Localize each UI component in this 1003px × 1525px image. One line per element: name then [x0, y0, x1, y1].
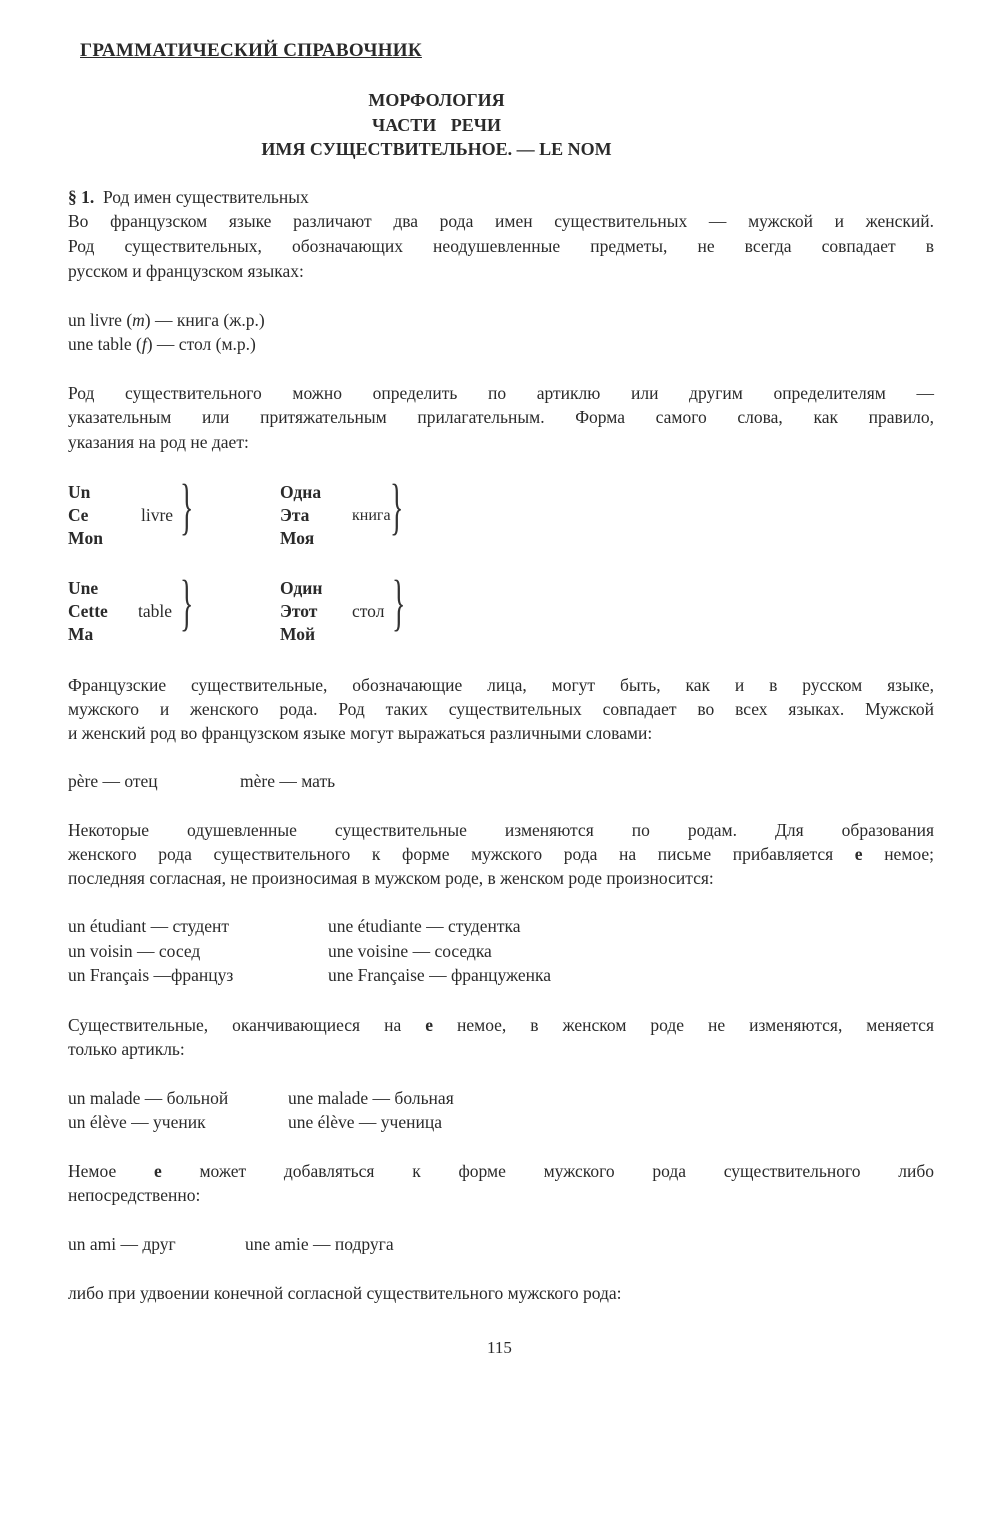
example-line: une amie — подруга — [245, 1234, 394, 1254]
heading-morphology: МОРФОЛОГИЯ — [368, 90, 505, 110]
example-line: un Français —француз — [68, 965, 234, 985]
section-number: § 1. — [68, 187, 95, 207]
ru-determiner: Моя — [280, 528, 315, 548]
paragraph-line: Род существительного можно определить по артиклю или другим определителям — — [68, 383, 934, 403]
example-line: père — отец — [68, 771, 158, 791]
example-line: un étudiant — студент — [68, 916, 230, 936]
example-line: une étudiante — студентка — [328, 916, 521, 936]
paragraph-line: указания на род не дает: — [68, 432, 249, 452]
page-header: ГРАММАТИЧЕСКИЙ СПРАВОЧНИК — [80, 40, 422, 61]
ru-determiner: Одна — [280, 482, 322, 502]
right-brace: } — [392, 569, 406, 637]
right-brace: } — [180, 569, 194, 637]
heading-noun: ИМЯ СУЩЕСТВИТЕЛЬНОЕ. — LE NOM — [261, 139, 612, 159]
example-line: un ami — друг — [68, 1234, 176, 1254]
paragraph-line: и женский род во французском языке могут выражаться различными словами: — [68, 723, 653, 743]
fr-determiner: Cette — [68, 601, 108, 621]
example-line: une table (f) — стол (м.р.) — [68, 334, 256, 354]
ru-determiner: Один — [280, 578, 323, 598]
ru-noun: книга — [352, 507, 391, 524]
fr-determiner: Une — [68, 578, 99, 598]
paragraph-line: Во французском языке различают два рода имен существительных — мужской и женский. — [68, 211, 934, 231]
example-line: une Française — француженка — [328, 965, 552, 985]
paragraph-line: только артикль: — [68, 1039, 185, 1059]
right-brace: } — [180, 473, 194, 541]
fr-determiner: Ce — [68, 505, 89, 525]
ru-determiner: Мой — [280, 624, 316, 644]
example-line: une voisine — соседка — [328, 941, 492, 961]
fr-noun: table — [138, 601, 173, 621]
ru-determiner: Эта — [280, 505, 310, 525]
paragraph-line: Существительные, оканчивающиеся на e немое, в женском роде не изменяются, меняется — [68, 1015, 935, 1035]
example-line: une malade — больная — [288, 1088, 454, 1108]
paragraph-line: указательным или притяжательным прилагательным. Форма самого слова, как правило, — [68, 407, 934, 427]
paragraph-line: Французские существительные, обозначающие лица, могут быть, как и в русском языке, — [68, 675, 934, 695]
section-title-text: Род имен существительных — [103, 187, 309, 207]
paragraph-line: мужского и женского рода. Род таких существительных совпадает во всех языках. Мужской — [68, 699, 934, 719]
heading-parts-of-speech: ЧАСТИ РЕЧИ — [371, 115, 502, 135]
paragraph-line: либо при удвоении конечной согласной существительного мужского рода: — [68, 1283, 622, 1303]
paragraph-line: последняя согласная, не произносимая в мужском роде, в женском роде произносится: — [68, 868, 714, 888]
right-brace: } — [390, 473, 404, 541]
ru-noun: стол — [352, 601, 385, 621]
paragraph-line: Некоторые одушевленные существительные изменяются по родам. Для образования — [68, 820, 934, 840]
paragraph-line: Род существительных, обозначающих неодушевленные предметы, не всегда совпадает в — [68, 236, 934, 256]
example-line: une élève — ученица — [288, 1112, 442, 1132]
example-line: un malade — больной — [68, 1088, 229, 1108]
fr-noun: livre — [141, 505, 174, 525]
fr-determiner: Mon — [68, 528, 103, 548]
paragraph-line: непосредственно: — [68, 1185, 201, 1205]
example-line: un élève — ученик — [68, 1112, 206, 1132]
example-line: un voisin — сосед — [68, 941, 201, 961]
paragraph-line: женского рода существительного к форме мужского рода на письме прибавляется e немое; — [68, 844, 934, 864]
paragraph-line: русском и французском языках: — [68, 261, 304, 281]
example-line: mère — мать — [240, 771, 336, 791]
fr-determiner: Ma — [68, 624, 94, 644]
ru-determiner: Этот — [280, 601, 318, 621]
page-number: 115 — [487, 1338, 512, 1357]
example-line: un livre (m) — книга (ж.р.) — [68, 310, 265, 330]
section-title — [68, 187, 309, 208]
fr-determiner: Un — [68, 482, 91, 502]
paragraph-line: Немое e может добавляться к форме мужского рода существительного либо — [68, 1161, 934, 1181]
